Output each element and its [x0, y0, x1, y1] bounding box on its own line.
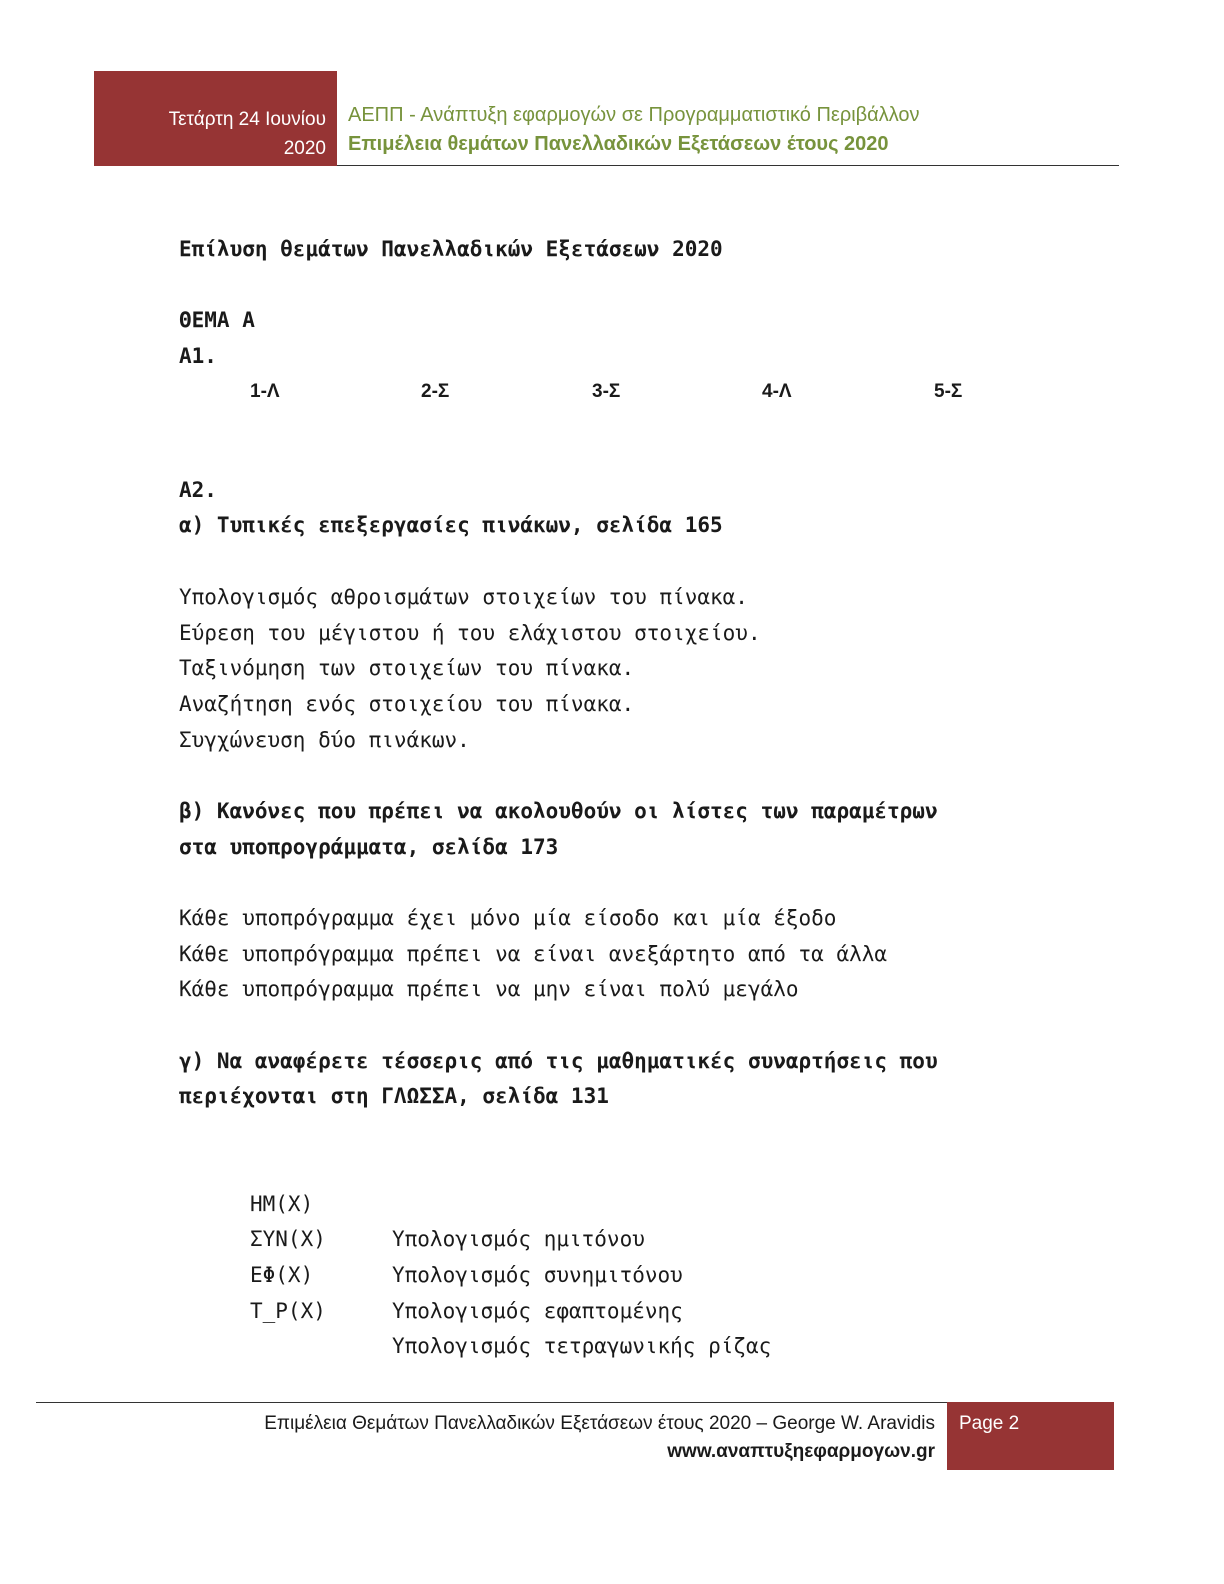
header-title: [348, 101, 920, 159]
function-desc: Υπολογισμός συνημιτόνου: [392, 1262, 683, 1287]
a2-b-item: Κάθε υποπρόγραμμα πρέπει να είναι ανεξάρτητο από τα άλλα: [179, 941, 888, 966]
a2-a-item: Εύρεση του μέγιστου ή του ελάχιστου στοιχείου.: [179, 620, 761, 645]
function-name: ΕΦ(Χ): [250, 1262, 314, 1287]
spacer: [179, 544, 1059, 580]
a2-c-heading-line1: γ) Να αναφέρετε τέσσερις από τις μαθηματικές συναρτήσεις που: [179, 1048, 938, 1073]
a2-a-heading: α) Τυπικές επεξεργασίες πινάκων, σελίδα 165: [179, 513, 723, 538]
spacer: [179, 409, 1059, 473]
a1-answers-row: [179, 375, 1059, 409]
function-name: ΗΜ(Χ): [250, 1191, 314, 1216]
page-number: Page 2: [959, 1413, 1020, 1434]
a2-b-heading-line1: β) Κανόνες που πρέπει να ακολουθούν οι λίστες των παραμέτρων: [179, 798, 938, 823]
a2-b-heading-line2: στα υποπρογράμματα, σελίδα 173: [179, 834, 559, 859]
function-desc: Υπολογισμός τετραγωνικής ρίζας: [392, 1334, 772, 1359]
spacer: [179, 758, 1059, 794]
a2-b-item: Κάθε υποπρόγραμμα πρέπει να μην είναι πολύ μεγάλο: [179, 977, 799, 1002]
a1-answer: 3-Σ: [592, 380, 621, 402]
function-desc: Υπολογισμός εφαπτομένης: [392, 1298, 683, 1323]
a2-a-item: Ταξινόμηση των στοιχείων του πίνακα.: [179, 656, 635, 681]
header-date-line2: 2020: [283, 138, 326, 159]
spacer: [179, 1008, 1059, 1044]
spacer: [179, 268, 1059, 304]
header-divider: [337, 165, 1119, 166]
a1-answer: 2-Σ: [421, 380, 450, 402]
a1-answer: 1-Λ: [250, 380, 280, 402]
footer-credit: Επιμέλεια Θεμάτων Πανελλαδικών Εξετάσεων έτους 2020 – George W. Aravidis: [264, 1413, 935, 1434]
function-name: ΣΥΝ(Χ): [250, 1227, 326, 1252]
main-title: Επίλυση θεμάτων Πανελλαδικών Εξετάσεων 2020: [179, 237, 723, 261]
header-title-line1: ΑΕΠΠ - Ανάπτυξη εφαρμογών σε Προγραμματιστικό Περιβάλλον: [348, 104, 920, 126]
a2-a-item: Υπολογισμός αθροισμάτων στοιχείων του πίνακα.: [179, 584, 748, 609]
footer-divider: [36, 1402, 947, 1403]
page-content: [179, 232, 1059, 1359]
a2-a-item: Συγχώνευση δύο πινάκων.: [179, 727, 470, 752]
a2-c-heading-line2: περιέχονται στη ΓΛΩΣΣΑ, σελίδα 131: [179, 1084, 609, 1109]
a1-answer: 5-Σ: [934, 380, 963, 402]
a2-label: Α2.: [179, 477, 217, 502]
header-date-line1: Τετάρτη 24 Ιουνίου: [168, 109, 326, 130]
function-desc: Υπολογισμός ημιτόνου: [392, 1227, 645, 1252]
footer-url[interactable]: www.αναπτυξηεφαρμογων.gr: [667, 1441, 935, 1462]
footer-text: [264, 1410, 935, 1466]
a2-b-item: Κάθε υποπρόγραμμα έχει μόνο μία είσοδο και μία έξοδο: [179, 906, 837, 930]
spacer: [179, 1115, 1059, 1151]
header-date-box: [94, 71, 337, 166]
page-number-box: [947, 1402, 1114, 1470]
spacer: [179, 865, 1059, 901]
a1-label: Α1.: [179, 344, 217, 369]
function-name: Τ_Ρ(Χ): [250, 1298, 326, 1323]
a1-answer: 4-Λ: [762, 380, 792, 402]
header-title-line2: Επιμέλεια θεμάτων Πανελλαδικών Εξετάσεων έτους 2020: [348, 133, 889, 155]
a2-a-item: Αναζήτηση ενός στοιχείου του πίνακα.: [179, 691, 635, 716]
topic-heading: ΘΕΜΑ Α: [179, 308, 255, 333]
